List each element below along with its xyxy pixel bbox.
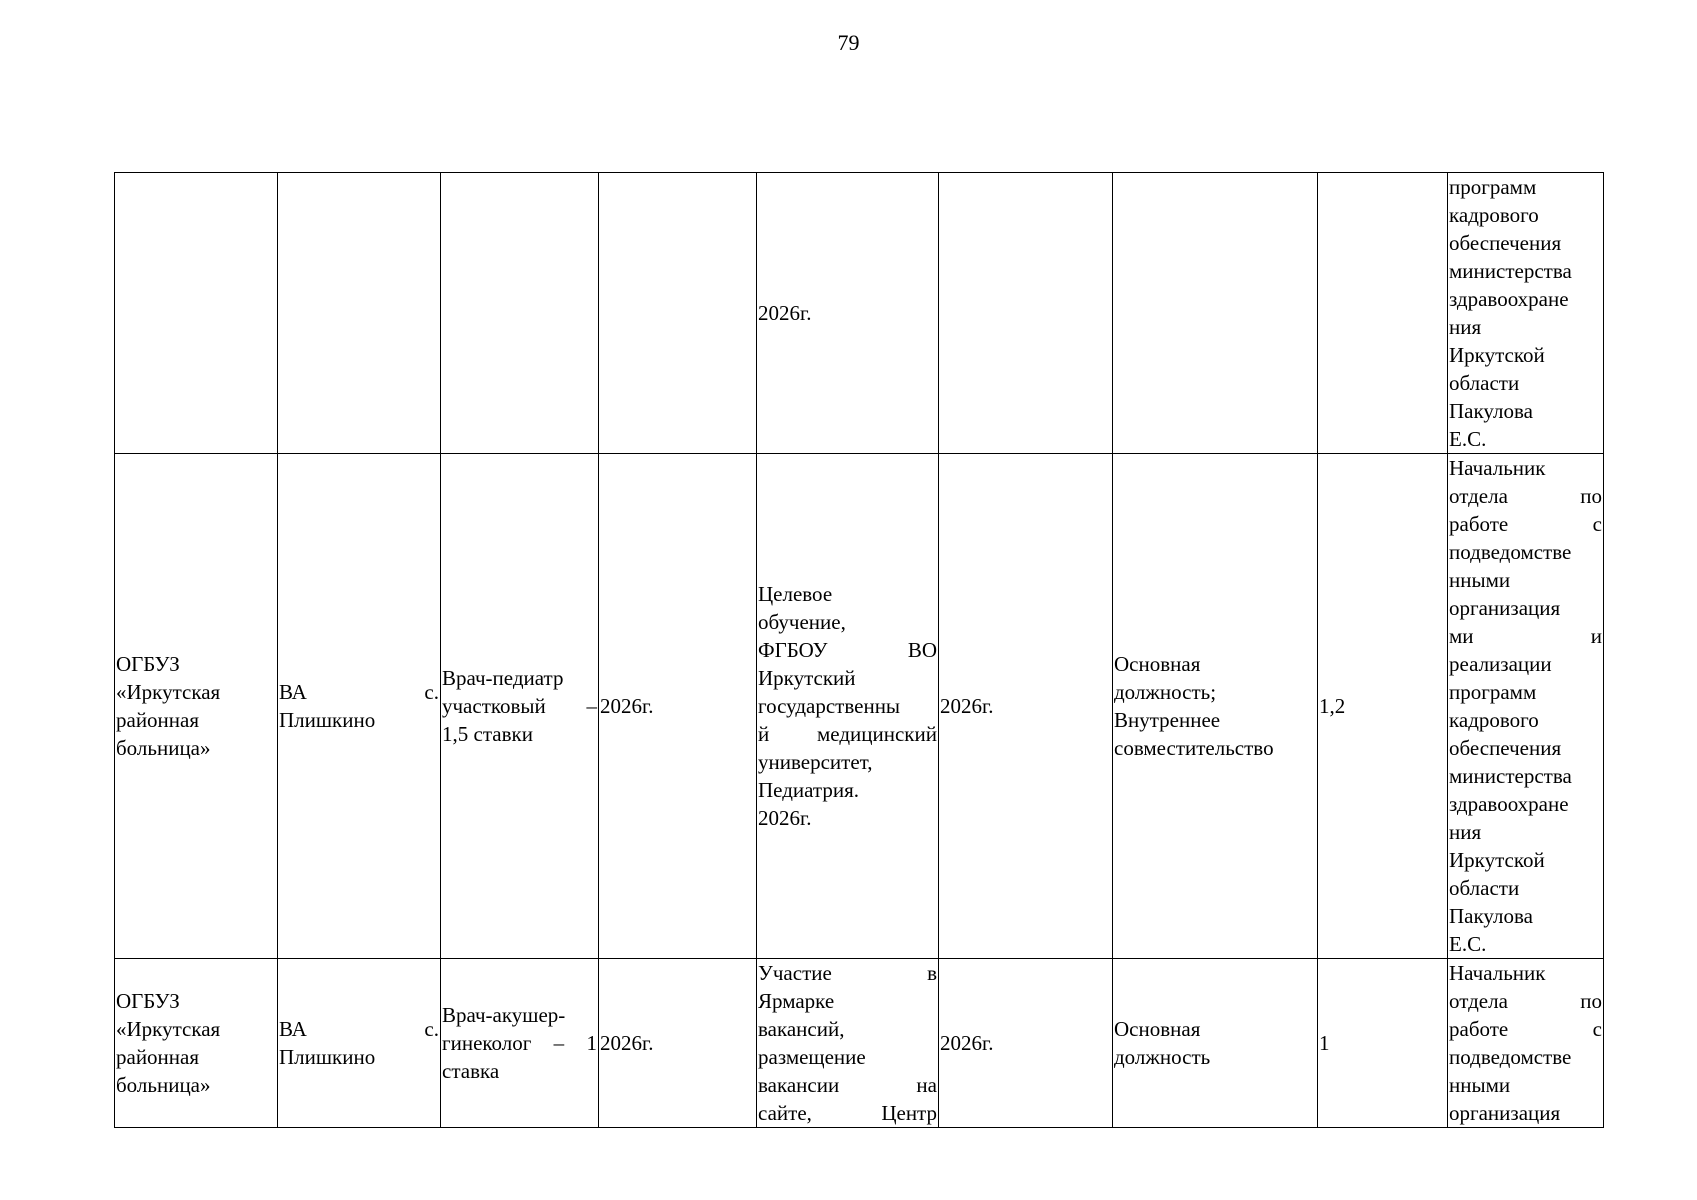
date-filled-cell bbox=[939, 173, 1113, 454]
cell-line: размещение bbox=[758, 1045, 866, 1069]
cell-text: 2026г. bbox=[600, 694, 654, 718]
cell-line: 2026г. bbox=[758, 806, 812, 830]
cell-line: здравоохране bbox=[1449, 287, 1569, 311]
cell-line: Ярмарке bbox=[758, 989, 835, 1013]
cell-line: министерства bbox=[1449, 764, 1572, 788]
cell-line: ВА с. bbox=[279, 1017, 439, 1041]
cell-line: сайте, Центр bbox=[758, 1101, 937, 1125]
cell-line: работе с bbox=[1449, 1017, 1602, 1041]
cell-line: совместительство bbox=[1114, 736, 1274, 760]
responsible-cell bbox=[1448, 454, 1604, 959]
organization-cell bbox=[115, 173, 278, 454]
responsible-cell bbox=[1448, 959, 1604, 1128]
cell-line: Начальник bbox=[1449, 456, 1546, 480]
cell-line: отдела по bbox=[1449, 989, 1602, 1013]
cell-line: работе с bbox=[1449, 512, 1602, 536]
position-cell bbox=[441, 454, 599, 959]
page-number: 79 bbox=[837, 30, 860, 55]
cell-line: 2026г. bbox=[758, 301, 812, 325]
cell-line: подведомстве bbox=[1449, 540, 1572, 564]
rate-cell bbox=[1318, 959, 1448, 1128]
cell-line: государственны bbox=[758, 694, 901, 718]
position-cell bbox=[441, 173, 599, 454]
cell-text: 2026г. bbox=[940, 694, 994, 718]
cell-line: нными bbox=[1449, 568, 1511, 592]
cell-line: подведомстве bbox=[1449, 1045, 1572, 1069]
cell-line: ОГБУЗ bbox=[116, 989, 180, 1013]
cell-line: ния bbox=[1449, 315, 1482, 339]
responsible-cell bbox=[1448, 173, 1604, 454]
cell-line: «Иркутская bbox=[116, 680, 221, 704]
cell-line: реализации bbox=[1449, 652, 1552, 676]
cell-line: Пакулова bbox=[1449, 904, 1533, 928]
measures-cell bbox=[757, 173, 939, 454]
cell-line: ОГБУЗ bbox=[116, 652, 180, 676]
employment-type-cell bbox=[1113, 173, 1318, 454]
cell-line: 1,5 ставки bbox=[442, 722, 533, 746]
cell-line: организация bbox=[1449, 596, 1561, 620]
location-cell bbox=[278, 454, 441, 959]
cell-line: Иркутский bbox=[758, 666, 856, 690]
cell-line: Пакулова bbox=[1449, 399, 1533, 423]
date-planned-cell bbox=[599, 454, 757, 959]
cell-line: кадрового bbox=[1449, 708, 1539, 732]
cell-line: нными bbox=[1449, 1073, 1511, 1097]
cell-line: обеспечения bbox=[1449, 736, 1562, 760]
cell-line: районная bbox=[116, 708, 200, 732]
table-row bbox=[115, 173, 1604, 454]
cell-line: ми и bbox=[1449, 624, 1602, 648]
date-planned-cell bbox=[599, 959, 757, 1128]
cell-text: 1,2 bbox=[1319, 694, 1346, 718]
measures-cell bbox=[757, 454, 939, 959]
employment-type-cell bbox=[1113, 454, 1318, 959]
cell-line: й медицинский bbox=[758, 722, 937, 746]
cell-line: должность; bbox=[1114, 680, 1217, 704]
date-filled-cell bbox=[939, 959, 1113, 1128]
cell-text: 1 bbox=[1319, 1031, 1330, 1055]
cell-line: «Иркутская bbox=[116, 1017, 221, 1041]
cell-line: вакансий, bbox=[758, 1017, 845, 1041]
location-cell bbox=[278, 959, 441, 1128]
cell-line: гинеколог – 1 bbox=[442, 1031, 597, 1055]
staffing-table bbox=[114, 172, 1604, 1128]
table-body bbox=[115, 173, 1604, 1128]
cell-line: должность bbox=[1114, 1045, 1211, 1069]
cell-text: 2026г. bbox=[600, 1031, 654, 1055]
cell-line: министерства bbox=[1449, 259, 1572, 283]
cell-line: программ bbox=[1449, 680, 1537, 704]
cell-line: Иркутской bbox=[1449, 343, 1545, 367]
cell-line: ВА с. bbox=[279, 680, 439, 704]
cell-line: обеспечения bbox=[1449, 231, 1562, 255]
cell-line: районная bbox=[116, 1045, 200, 1069]
date-filled-cell bbox=[939, 454, 1113, 959]
cell-line: университет, bbox=[758, 750, 873, 774]
cell-line: Врач-акушер- bbox=[442, 1003, 566, 1027]
rate-cell bbox=[1318, 173, 1448, 454]
cell-line: кадрового bbox=[1449, 203, 1539, 227]
cell-line: Целевое bbox=[758, 582, 833, 606]
cell-line: обучение, bbox=[758, 610, 846, 634]
cell-line: вакансии на bbox=[758, 1073, 937, 1097]
cell-line: Основная bbox=[1114, 1017, 1201, 1041]
location-cell bbox=[278, 173, 441, 454]
measures-cell bbox=[757, 959, 939, 1128]
cell-line: Плишкино bbox=[279, 708, 376, 732]
date-planned-cell bbox=[599, 173, 757, 454]
cell-line: Участие в bbox=[758, 961, 937, 985]
cell-line: больница» bbox=[116, 736, 211, 760]
table-row bbox=[115, 959, 1604, 1128]
cell-line: Е.С. bbox=[1449, 932, 1487, 956]
cell-line: Внутреннее bbox=[1114, 708, 1221, 732]
position-cell bbox=[441, 959, 599, 1128]
cell-text: 2026г. bbox=[940, 1031, 994, 1055]
cell-line: здравоохране bbox=[1449, 792, 1569, 816]
cell-line: Плишкино bbox=[279, 1045, 376, 1069]
cell-line: области bbox=[1449, 371, 1520, 395]
cell-line: Педиатрия. bbox=[758, 778, 859, 802]
cell-line: ФГБОУ ВО bbox=[758, 638, 937, 662]
cell-line: ставка bbox=[442, 1059, 500, 1083]
cell-line: Врач-педиатр bbox=[442, 666, 564, 690]
employment-type-cell bbox=[1113, 959, 1318, 1128]
cell-line: ния bbox=[1449, 820, 1482, 844]
cell-line: программ bbox=[1449, 175, 1537, 199]
organization-cell bbox=[115, 454, 278, 959]
cell-line: отдела по bbox=[1449, 484, 1602, 508]
cell-line: участковый – bbox=[442, 694, 597, 718]
organization-cell bbox=[115, 959, 278, 1128]
cell-line: Начальник bbox=[1449, 961, 1546, 985]
cell-line: Е.С. bbox=[1449, 427, 1487, 451]
cell-line: больница» bbox=[116, 1073, 211, 1097]
table-row bbox=[115, 454, 1604, 959]
cell-line: Основная bbox=[1114, 652, 1201, 676]
cell-line: организация bbox=[1449, 1101, 1561, 1125]
cell-line: области bbox=[1449, 876, 1520, 900]
cell-line: Иркутской bbox=[1449, 848, 1545, 872]
rate-cell bbox=[1318, 454, 1448, 959]
